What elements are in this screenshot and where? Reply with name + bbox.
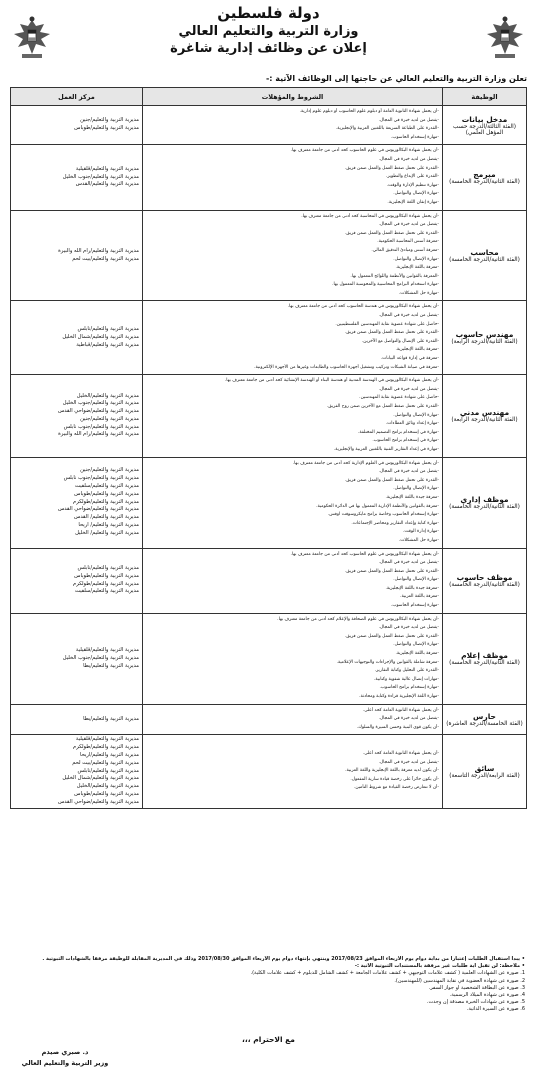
job-title: موظف حاسوب <box>456 573 513 583</box>
condition-item: -مهارة الإتصال والتواصل. <box>393 577 439 583</box>
conditions-cell <box>143 548 443 613</box>
document-item: 5. صورة عن شهادات الخبرة مصدقة إن وجدت. <box>426 999 525 1006</box>
table-header-row <box>11 88 527 106</box>
job-grade: (الفئة الثانية/الدرجة الخامسة) <box>449 178 520 185</box>
location-item: مديرية التربية والتعليم/يطا <box>83 662 139 669</box>
condition-item: -أن يحمل شهادة البكالوريوس في هندسة الحاسوب كحد أدنى من جامعة معترف بها. <box>287 304 439 310</box>
location-item: مديرية التربية والتعليم/شمال الخليل <box>62 775 139 782</box>
condition-item: -حاصل على شهادة عضوية نقابة المهندسين الفلسطينيين. <box>335 321 439 327</box>
header-conditions: الشروط والمؤهلات <box>143 88 443 106</box>
conditions-cell <box>143 704 443 735</box>
location-item: مديرية التربية والتعليم/جنين <box>80 117 139 124</box>
condition-item: -مهارة إعداد وثائق العطاءات. <box>385 421 439 427</box>
location-item: مديرية التربية والتعليم/ضواحي القدس <box>57 408 139 415</box>
location-item: مديرية التربية والتعليم/جنوب نابلس <box>63 423 139 430</box>
location-item: مديرية التربية والتعليم/طولكرم <box>73 580 139 587</box>
job-title: موظف إعلام <box>461 651 508 661</box>
location-cell <box>11 613 143 704</box>
condition-item: -مهارة حل المشكلات. <box>398 290 439 296</box>
location-cell <box>11 704 143 735</box>
intro-text: تعلن وزارة التربية والتعليم العالي عن حاجتها إلى الوظائف الآتية :- <box>265 74 527 83</box>
job-title: محاسب <box>470 248 499 257</box>
condition-item: -مهارة اللغة الإنجليزية قراءة وكتابة ومحادثة. <box>359 694 439 699</box>
job-grade: (الفئة الثانية/الدرجة الخامسة) <box>449 660 520 667</box>
condition-item: -القدرة على تحمل ضغط العمل مع الآخرين ضمن روح الفريق. <box>326 404 439 409</box>
condition-item: -القدرة على الإبداع والتطوير. <box>385 174 439 180</box>
condition-item: -أن يحمل شهادة البكالوريوس في الهندسة المدنية أو هندسة البناء أو الهندسة الإنشائية كحد أدنى من جامعة معترف بها. <box>224 378 439 384</box>
condition-item: -معرفة بالقوانين والأنظمة الإدارية المعمول بها في الدائرة الحكومية. <box>316 503 439 509</box>
condition-item: -يفضل من لديه خبرة في المجال. <box>378 386 439 392</box>
location-cell <box>11 735 143 808</box>
conditions-cell <box>143 145 443 210</box>
job-cell <box>443 301 527 375</box>
condition-item: -أن يحمل شهادة البكالوريوس في علوم الحاسوب كحد أدنى من جامعة معترف بها. <box>290 148 439 154</box>
condition-item: -معرفة أسس المحاسبة الحكومية. <box>377 239 439 245</box>
condition-item: -يفضل من لديه خبرة في المجال. <box>378 222 439 228</box>
location-item: مديرية التربية والتعليم/يطا <box>83 715 139 722</box>
conditions-cell <box>143 457 443 548</box>
signature-block <box>10 1047 120 1069</box>
location-item: مديرية التربية والتعليم/شمال الخليل <box>62 333 139 340</box>
condition-item: -معرفة جيدة باللغة الإنجليزية. <box>385 585 439 591</box>
condition-item: -أن يحمل شهادة البكالوريوس في علوم الحاسوب كحد أدنى من جامعة معترف بها. <box>290 551 439 557</box>
location-item: مديرية التربية والتعليم/طولكرم <box>73 498 139 505</box>
location-item: مديرية التربية والتعليم/قباطية <box>76 341 139 348</box>
signer-name: د. صبري صيدم <box>41 1048 89 1056</box>
notes-section <box>12 956 525 1014</box>
condition-item: -مهارة الإتصال والتواصل. <box>393 256 439 262</box>
condition-item: -أن يحمل شهادة البكالوريوس في علوم الصحافة والإعلام كحد أدنى من جامعة معترف بها. <box>277 616 439 622</box>
condition-item: -مهارة تنظيم الإدارة والوقت. <box>386 182 439 188</box>
location-item: مديرية التربية والتعليم/قلقيلية <box>75 646 139 653</box>
announcement-title: إعلان عن وظائف إدارية شاغرة <box>170 41 367 56</box>
condition-item: -القدرة على التحليل وكتابة التقارير. <box>374 668 439 674</box>
location-item: مديرية التربية والتعليم/رام الله والبيرة <box>58 431 139 438</box>
condition-item: -معرفة في صيانة الشبكات وتركيب وتشغيل أجهزة الحاسوب والطابعات وغيرها من الأجهزة الإلكترونية. <box>254 364 439 370</box>
job-cell <box>443 145 527 210</box>
condition-item: -مهارة إستخدام الحاسوب. <box>390 603 439 609</box>
header-job: الوظيفة <box>443 88 527 106</box>
submission-dates: • يبدأ استقبال الطلبات إعتباراً من بداية دوام يوم الأربعاء الموافق 2017/08/23 وينتهي بإنتهاء دوام يوم الأربعاء الموافق 2017/08/30 وذلك في المديرية المقابلة للوظيفة مرفقاً بالشهادات الثبوتية . <box>42 956 525 962</box>
condition-item: -القدرة على تحمل ضغط العمل والعمل ضمن فريق. <box>344 477 439 483</box>
table-row <box>11 210 527 301</box>
condition-item: -القدرة على تحمل ضغط العمل والعمل ضمن فريق. <box>344 330 439 336</box>
conditions-cell <box>143 210 443 301</box>
condition-item: -مهارة الإتصال والتواصل. <box>393 486 439 492</box>
location-item: مديرية التربية والتعليم/بيت لحم <box>72 255 139 262</box>
location-cell <box>11 301 143 375</box>
document-item: 6. صورة عن السيرة الذاتية. <box>466 1006 525 1013</box>
condition-item: -مهارة في إستخدام برامج التصميم المختلفة. <box>358 429 439 435</box>
location-item: مديرية التربية والتعليم/القدس <box>75 181 139 188</box>
location-item: مديرية التربية والتعليم/رام الله والبيرة <box>58 247 139 254</box>
condition-item: -معرفة جيدة باللغة الإنجليزية. <box>385 494 439 500</box>
location-cell <box>11 210 143 301</box>
job-grade: (الفئة الثانية/الدرجة الخامسة) <box>449 504 520 511</box>
location-item: مديرية التربية والتعليم/جنين <box>80 415 139 422</box>
job-grade: (الفئة الثانية/الدرجة الرابعة) <box>451 417 518 424</box>
location-item: مديرية التربية والتعليم/سلفيت <box>75 483 139 490</box>
signer-title: وزير التربية والتعليم العالي <box>21 1059 109 1067</box>
condition-item: -مهارة إستخدام برامج الحاسوب. <box>379 685 439 691</box>
location-item: مديرية التربية والتعليم/قلقيلية <box>75 165 139 172</box>
condition-item: -يفضل من لديه خبرة في المجال. <box>378 156 439 162</box>
condition-item: -مهارة إدارة الوقت. <box>403 529 439 535</box>
location-item: مديرية التربية والتعليم/الخليل <box>76 783 139 790</box>
condition-item: -مهارة كتابة وإعداد التقارير ومحاضر الإجتماعات. <box>351 520 439 526</box>
documents-list <box>12 970 525 1013</box>
condition-item: -يفضل من لديه خبرة في المجال. <box>378 560 439 566</box>
condition-item: -أن يحمل شهادة الثانوية العامة أو دبلوم علوم الحاسوب أو دبلوم علوم إدارية. <box>299 109 439 114</box>
condition-item: -معرفة باللغة الإنجليزية. <box>395 347 439 353</box>
conditions-cell <box>143 613 443 704</box>
table-row <box>11 375 527 457</box>
location-item: مديرية التربية والتعليم/ أريحا <box>78 522 139 529</box>
page-header <box>80 4 457 57</box>
state-name: دولة فلسطين <box>217 4 320 22</box>
condition-item: -أن يحمل شهادة الثانوية العامة كحد أعلى. <box>362 750 439 756</box>
location-item: مديرية التربية والتعليم/طوباس <box>74 490 139 497</box>
condition-item: -القدرة على تحمل ضغط العمل والعمل ضمن فريق. <box>344 165 439 171</box>
condition-item: -مهارة في إستخدام برامج الحاسوب. <box>372 438 439 444</box>
location-item: مديرية التربية والتعليم/جنوب الخليل <box>62 173 139 180</box>
condition-item: -أن يكون لديه معرفة باللغة الإنجليزية واللغة العربية. <box>345 768 439 774</box>
conditions-cell <box>143 375 443 457</box>
location-item: مديرية التربية والتعليم/جنوب الخليل <box>62 654 139 661</box>
palestine-eagle-emblem <box>483 14 527 60</box>
condition-item: -معرفة باللغة الإنجليزية. <box>395 651 439 657</box>
condition-item: -مهارة الإتصال والتواصل. <box>393 412 439 418</box>
document-item: 2. صورة عن شهادة العضوية في نقابة المهندسين (للمهندسين). <box>394 977 525 984</box>
condition-item: -معرفة شاملة بالقوانين والإجراءات والتوجيهات الإعلامية. <box>336 659 439 665</box>
job-grade: (الفئة الثانية/الدرجة الرابعة) <box>451 339 518 346</box>
job-title: مدخل بيانات <box>461 114 508 124</box>
condition-item: -معرفة في إدارة قواعد البيانات. <box>380 356 439 362</box>
condition-item: -القدرة على تحمل ضغط العمل والعمل ضمن فريق. <box>344 230 439 236</box>
job-grade: (الفئة الخامسة/الدرجة العاشرة) <box>446 720 523 727</box>
job-cell <box>443 735 527 808</box>
location-cell <box>11 375 143 457</box>
condition-item: -مهارة إستخدام الحاسوب وخاصة برامج مايكروسوفت اوفس. <box>327 512 439 518</box>
location-item: مديرية التربية والتعليم/ القدس <box>74 514 139 521</box>
location-item: مديرية التربية والتعليم/طوباس <box>74 125 139 132</box>
condition-item: -القدرة على تحمل ضغط العمل والعمل ضمن فريق. <box>344 633 439 639</box>
location-item: مديرية التربية والتعليم/جنوب الخليل <box>62 400 139 407</box>
closing-text: مع الاحترام ،،، <box>242 1035 295 1044</box>
conditions-cell <box>143 106 443 145</box>
location-item: مديرية التربية والتعليم/نابلس <box>77 326 139 333</box>
condition-item: -يفضل من لديه خبرة في المجال. <box>378 117 439 123</box>
job-cell <box>443 210 527 301</box>
location-item: مديرية التربية والتعليم/جنوب نابلس <box>63 475 139 482</box>
location-item: مديرية التربية والتعليم/سلفيت <box>75 588 139 595</box>
condition-item: -يفضل من لديه خبرة في المجال. <box>378 759 439 765</box>
location-item: مديرية التربية والتعليم/طوباس <box>74 572 139 579</box>
job-grade: (الفئة الثانية/الدرجة الخامسة) <box>449 582 520 589</box>
job-cell <box>443 457 527 548</box>
job-cell <box>443 704 527 735</box>
condition-item: -مهارة إستخدام الحاسوب. <box>390 134 439 140</box>
header-location: مركز العمل <box>11 88 143 106</box>
location-cell <box>11 106 143 145</box>
location-item: مديرية التربية والتعليم/ الخليل <box>75 529 139 536</box>
job-title: حارس <box>473 711 496 721</box>
location-item: مديرية التربية والتعليم/الخليل <box>76 392 139 399</box>
job-cell <box>443 375 527 457</box>
job-grade: (الفئة الثالثة/الدرجة حسب المؤهل العلمي) <box>453 123 516 136</box>
condition-item: -يفضل من لديه خبرة في المجال. <box>378 469 439 475</box>
condition-item: -مهارة الإتصال والتواصل. <box>393 642 439 648</box>
job-title: مهندس حاسوب <box>455 330 514 340</box>
condition-item: -أن يحمل شهادة البكالوريوس في المحاسبة كحد أدنى من جامعة معترف بها. <box>301 213 439 219</box>
table-row <box>11 548 527 613</box>
condition-item: -أن يكون حائزاً على رخصة قيادة سارية المفعول. <box>350 776 439 782</box>
job-grade: (الفئة الرابعة/الدرجة التاسعة) <box>449 772 520 779</box>
location-item: مديرية التربية والتعليم/جنين <box>80 467 139 474</box>
location-item: مديرية التربية والتعليم/بيت لحم <box>72 759 139 766</box>
conditions-cell <box>143 735 443 808</box>
table-row <box>11 106 527 145</box>
table-row <box>11 735 527 808</box>
table-row <box>11 613 527 704</box>
condition-item: -معرفة باللغة العربية. <box>400 594 439 600</box>
table-row <box>11 301 527 375</box>
job-cell <box>443 106 527 145</box>
location-item: مديرية التربية والتعليم/قلقيلية <box>75 736 139 743</box>
job-title: مبرمج <box>473 169 496 179</box>
location-item: مديرية التربية والتعليم/نابلس <box>77 564 139 571</box>
condition-item: -القدرة على الإتصال والتواصل مع الآخرين. <box>361 338 439 344</box>
condition-item: -يفضل من لديه خبرة في المجال. <box>378 716 439 722</box>
location-cell <box>11 145 143 210</box>
condition-item: -المعرفة بالقوانين والأنظمة واللوائح المعمول بها. <box>350 273 439 279</box>
condition-item: -مهارة إتقان اللغة الإنجليزية. <box>387 199 439 205</box>
job-grade: (الفئة الثانية/الدرجة الخامسة) <box>449 257 520 263</box>
table-row <box>11 457 527 548</box>
conditions-cell <box>143 301 443 375</box>
document-item: 3. صورة عن البطاقة الشخصية أو جواز السفر. <box>428 984 525 991</box>
condition-item: -أن يحمل شهادة الثانوية العامة كحد أعلى. <box>362 707 439 713</box>
condition-item: -أن يكون قوي البنية وحسن السيرة والسلوك. <box>356 724 439 730</box>
condition-item: -أن لا تتعارض رخصة القيادة مع شروط التأمين. <box>353 785 439 791</box>
condition-item: -مهارة استخدام البرامج المحاسبية والمحوسبة المعمول بها. <box>332 282 439 288</box>
job-title: سائق <box>474 763 495 773</box>
location-item: مديرية التربية والتعليم/ضواحي القدس <box>57 798 139 805</box>
document-item: 4. صورة عن شهادة الميلاد الرسمية. <box>449 992 525 999</box>
location-item: مديرية التربية والتعليم/ضواحي القدس <box>57 506 139 513</box>
condition-item: -حاصل على شهادة عضوية نقابة المهندسين. <box>359 395 439 401</box>
condition-item: -القدرة على تحمل ضغط العمل والعمل ضمن فريق. <box>344 568 439 574</box>
job-cell <box>443 613 527 704</box>
condition-item: -القدرة على الطباعة السريعة باللغتين العربية والإنجليزية. <box>335 126 439 132</box>
location-cell <box>11 548 143 613</box>
location-item: مديرية التربية والتعليم/أريحا <box>80 751 139 758</box>
condition-item: -مهارة في إعداد التقارير الفنية باللغتين العربية والإنجليزية. <box>333 446 439 452</box>
palestine-eagle-emblem <box>10 14 54 60</box>
location-item: مديرية التربية والتعليم/طوباس <box>74 790 139 797</box>
location-cell <box>11 457 143 548</box>
job-title: مهندس مدني <box>459 408 510 418</box>
condition-item: -مهارة حل المشكلات. <box>398 537 439 543</box>
condition-item: -معرفة أسس ومبادئ التدقيق المالي. <box>371 247 439 253</box>
condition-item: -أن يحمل شهادة البكالوريوس في العلوم الإدارية كحد أدنى من جامعة معترف بها. <box>292 460 439 466</box>
location-item: مديرية التربية والتعليم/نابلس <box>77 767 139 774</box>
notes-heading: • ملاحظة: لن تقبل أية طلبات غير مرفقة بالمستندات الثبوتية الآتية :- <box>354 963 525 970</box>
condition-item: -معرفة باللغة الإنجليزية. <box>395 265 439 271</box>
document-item: 1. صورة عن الشهادات العلمية ( كشف علامات التوجيهي + كشف علامات الجامعة + كشف الشامل للدبلوم + كشف علامات الكلية). <box>250 970 525 977</box>
job-title: موظف إداري <box>460 495 509 505</box>
table-row <box>11 145 527 210</box>
condition-item: -يفضل من لديه خبرة في المجال. <box>378 313 439 319</box>
jobs-table <box>10 87 527 809</box>
job-cell <box>443 548 527 613</box>
ministry-name: وزارة التربية والتعليم العالي <box>178 24 359 39</box>
condition-item: -مهارات إتصال عالية شفوية وكتابية. <box>373 676 439 682</box>
location-item: مديرية التربية والتعليم/طولكرم <box>73 744 139 751</box>
condition-item: -يفضل من لديه خبرة في المجال. <box>378 625 439 631</box>
table-row <box>11 704 527 735</box>
condition-item: -مهارة الإتصال والتواصل. <box>393 191 439 197</box>
